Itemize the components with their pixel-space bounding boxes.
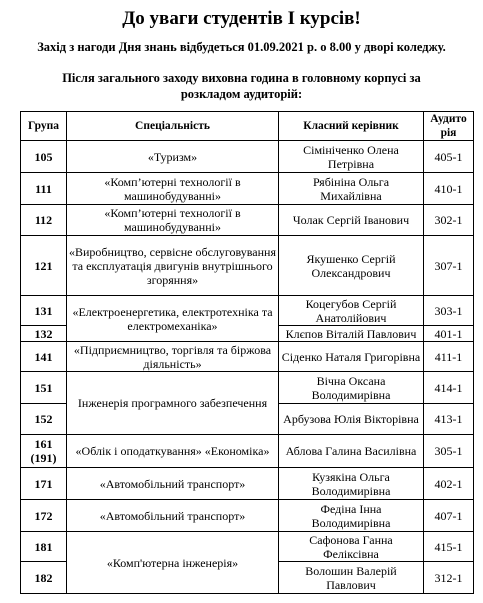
specialty-cell: «Автомобільний транспорт» [67,468,279,500]
specialty-cell: «Підприємництво, торгівля та біржова діяльність» [67,342,279,372]
group-cell: 121 [21,236,67,296]
room-cell: 415-1 [424,532,474,562]
teacher-cell: Вічна Оксана Володимирівна [279,372,424,404]
header-teacher: Класний керівник [279,112,424,141]
teacher-cell: Клєпов Віталій Павлович [279,326,424,342]
room-cell: 410-1 [424,173,474,205]
group-cell: 111 [21,173,67,205]
group-cell: 152 [21,404,67,435]
header-specialty: Спеціальність [67,112,279,141]
schedule-note: Після загального заходу виховна година в головному корпусі за розкладом аудиторій: [62,71,421,101]
group-cell: 182 [21,562,67,594]
group-cell: 112 [21,205,67,236]
event-announcement: Захід з нагоди Дня знань відбудеться 01.09.2021 р. о 8.00 у дворі коледжу. [37,40,446,54]
teacher-cell: Сафонова Ганна Феліксівна [279,532,424,562]
room-cell: 305-1 [424,435,474,468]
teacher-cell: Арбузова Юлія Вікторівна [279,404,424,435]
specialty-cell: «Виробництво, сервісне обслуговування та експлуатація двигунів внутрішнього згоряння» [67,236,279,296]
teacher-cell: Сіденко Наталя Григорівна [279,342,424,372]
table-row [21,205,474,236]
group-cell: 131 [21,296,67,326]
group-cell: 141 [21,342,67,372]
teacher-cell: Волошин Валерій Павлович [279,562,424,594]
schedule-table [20,111,474,594]
room-cell: 414-1 [424,372,474,404]
teacher-cell: Аблова Галина Василівна [279,435,424,468]
group-cell: 151 [21,372,67,404]
table-row [21,173,474,205]
table-row [21,372,474,404]
table-row [21,236,474,296]
header-room: Аудито рія [424,112,474,141]
specialty-cell: «Облік і оподаткування» «Економіка» [67,435,279,468]
room-cell: 312-1 [424,562,474,594]
room-cell: 411-1 [424,342,474,372]
specialty-cell: «Комп'ютерна інженерія» [67,532,279,594]
room-cell: 401-1 [424,326,474,342]
table-row [21,468,474,500]
table-row [21,500,474,532]
table-row [21,435,474,468]
group-cell: 181 [21,532,67,562]
specialty-cell: «Комп’ютерні технології в машинобудуванні» [67,173,279,205]
teacher-cell: Якушенко Сергій Олександрович [279,236,424,296]
room-cell: 405-1 [424,141,474,173]
specialty-cell: «Автомобільний транспорт» [67,500,279,532]
room-cell: 303-1 [424,296,474,326]
table-row [21,141,474,173]
teacher-cell: Федіна Інна Володимирівна [279,500,424,532]
specialty-cell: «Електроенергетика, електротехніка та електромеханіка» [67,296,279,342]
teacher-cell: Чолак Сергій Іванович [279,205,424,236]
room-cell: 407-1 [424,500,474,532]
room-cell: 302-1 [424,205,474,236]
table-row [21,532,474,562]
room-cell: 402-1 [424,468,474,500]
specialty-cell: «Туризм» [67,141,279,173]
table-row [21,342,474,372]
page-title: До уваги студентів І курсів! [122,8,361,29]
group-cell: 105 [21,141,67,173]
table-header-row [21,112,474,141]
group-cell: 172 [21,500,67,532]
specialty-cell: «Комп’ютерні технології в машинобудуванні» [67,205,279,236]
header-group: Група [21,112,67,141]
room-cell: 307-1 [424,236,474,296]
table-row [21,296,474,326]
group-cell: 132 [21,326,67,342]
teacher-cell: Рябініна Ольга Михайлівна [279,173,424,205]
teacher-cell: Коцегубов Сергій Анатолійович [279,296,424,326]
specialty-cell: Інженерія програмного забезпечення [67,372,279,435]
group-cell: 171 [21,468,67,500]
teacher-cell: Кузякіна Ольга Володимирівна [279,468,424,500]
teacher-cell: Сімініченко Олена Петрівна [279,141,424,173]
group-cell: 161 (191) [21,435,67,468]
room-cell: 413-1 [424,404,474,435]
